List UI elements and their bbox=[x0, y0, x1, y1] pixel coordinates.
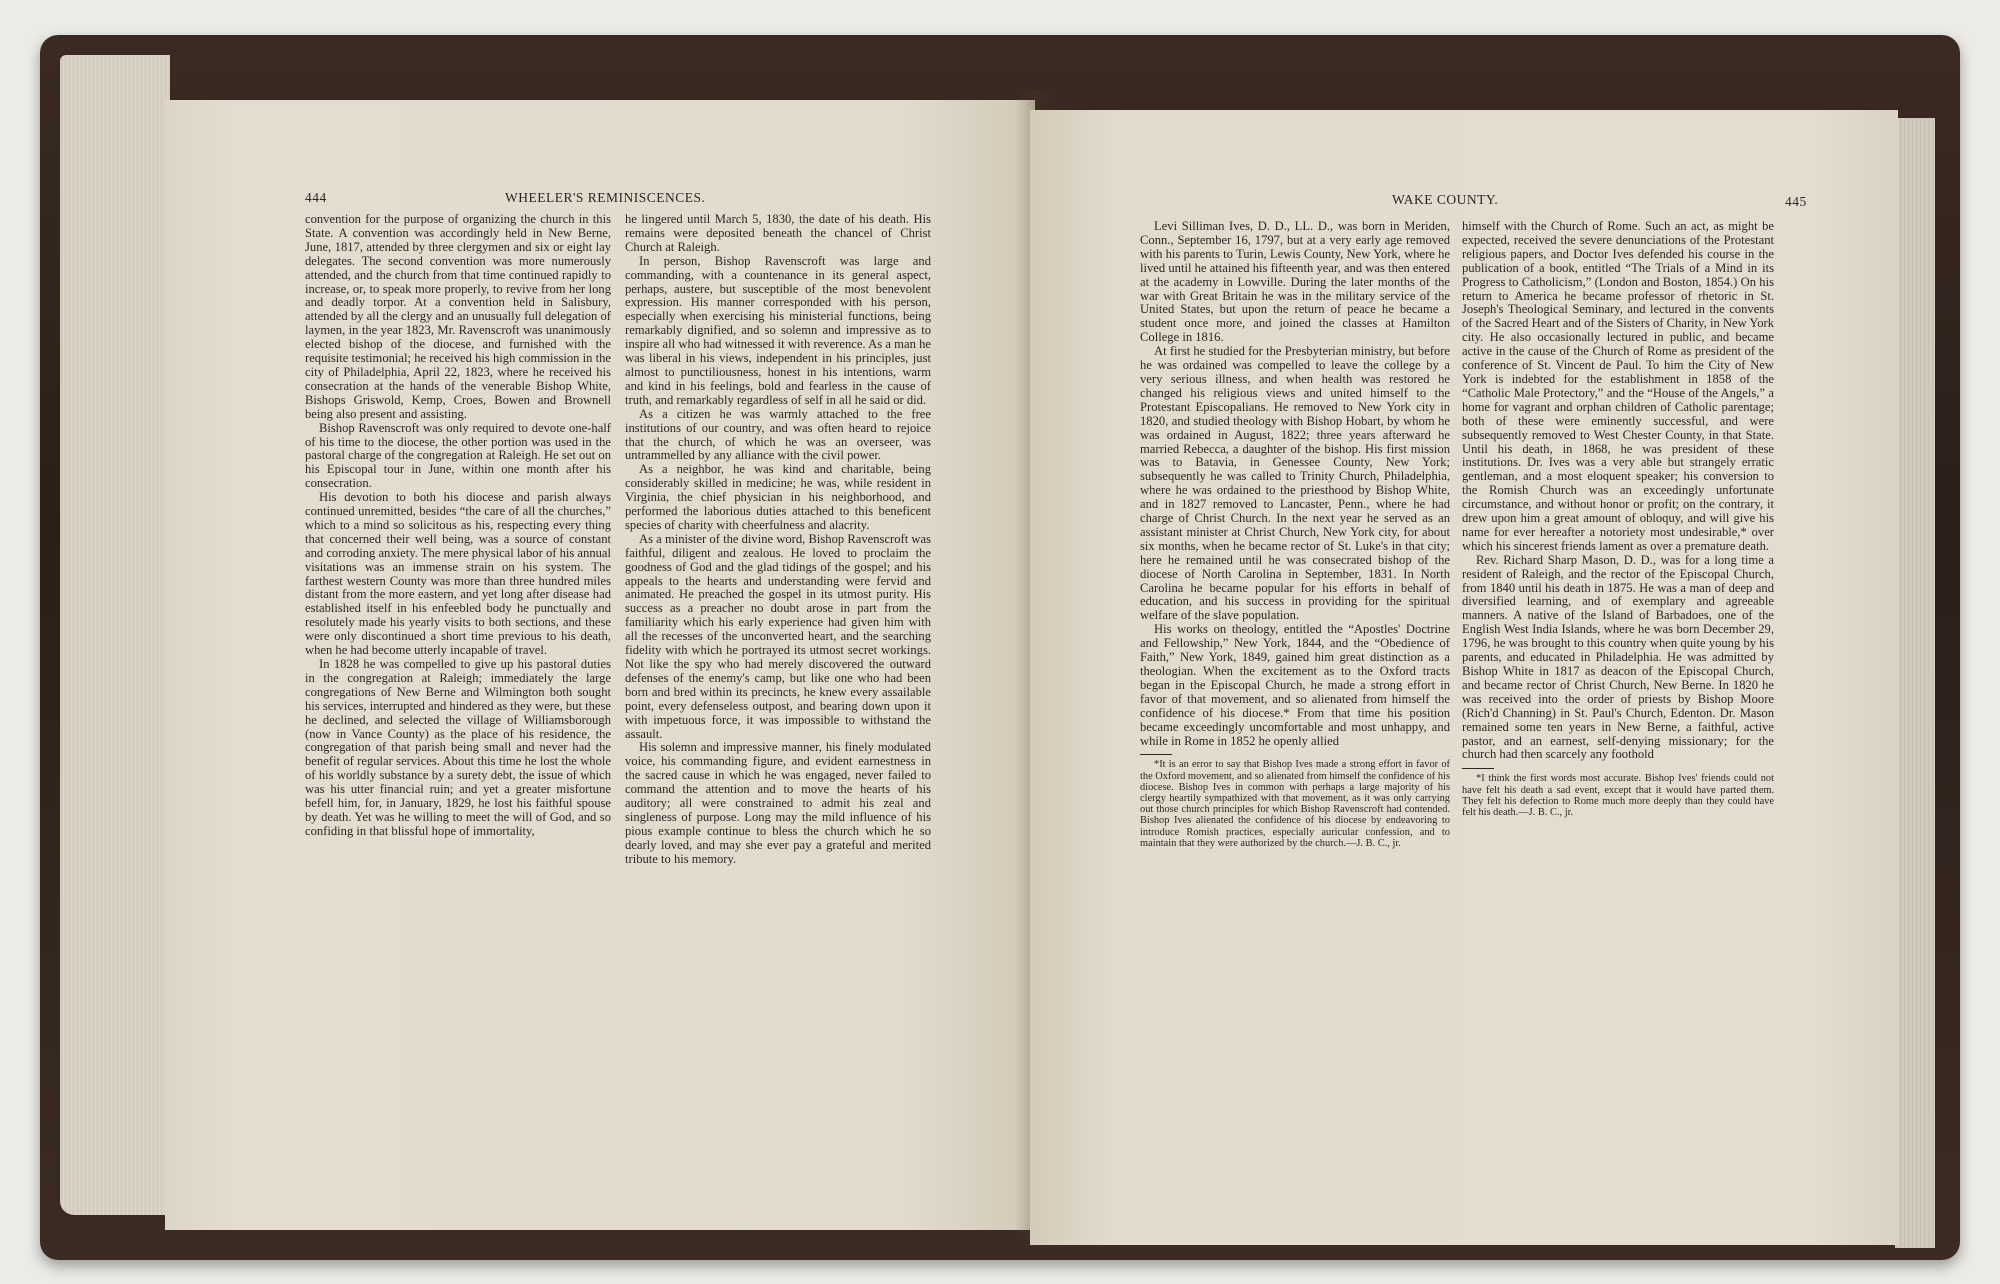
paragraph: At first he studied for the Presbyterian ministry, but before he was ordained was compelled to leave the college by a very serious illness, and when health was restored he changed his religious views and united himself to the Protestant Episcopalians. He removed to New York city in 1820, and studied theology with Bishop Hobart, by whom he was ordained in August, 1822; three years afterward he married Rebecca, a daughter of the bishop. His first mission was to Batavia, in Genessee County, New York; subsequently he was called to Trinity Church, Philadelphia, where he was ordained to the priesthood by Bishop White, and in 1827 removed to Lancaster, Penn., where he had charge of Christ Church. In the next year he served as an assistant minister at Christ Church, New York city, for about six months, when he became rector of St. Luke's in that city; here he remained until he was consecrated bishop of the diocese of North Carolina in September, 1831. In North Carolina he became popular for his efforts in behalf of education, and his success in providing for the spiritual welfare of the slave population. bbox=[1140, 344, 1450, 623]
running-head-right: WAKE COUNTY. bbox=[1392, 192, 1499, 207]
left-page bbox=[165, 100, 1035, 1230]
paragraph: As a citizen he was warmly attached to the free institutions of our country, and was often heard to rejoice that the church, of which he was an overseer, was untrammelled by any alliance with the civil power. bbox=[625, 406, 931, 463]
paragraph: he lingered until March 5, 1830, the date of his death. His remains were deposited beneath the chancel of Christ Church at Raleigh. bbox=[625, 212, 931, 254]
page-edges-left bbox=[60, 55, 170, 1215]
paragraph: His works on theology, entitled the “Apostles' Doctrine and Fellowship,” New York, 1844, and the “Obedience of Faith,” New York, 1849, gained him great distinction as a theologian. When the excitement as to the Oxford tracts began in the Episcopal Church, he made a strong effort in favor of that movement, and so alienated from himself the confidence of his diocese.* From that time his position became exceedingly uncomfortable and most unhappy, and while in Rome in 1852 he openly allied bbox=[1140, 622, 1450, 748]
left-column-1 bbox=[305, 213, 611, 839]
paragraph: In 1828 he was compelled to give up his pastoral duties in the congregation at Raleigh; immediately the large congregations of New Berne and Wilmington both sought his services, interrupted and hindered as they were, but these he declined, and selected the village of Williamsborough (now in Vance County) as the place of his residence, the congregation of that parish being small and never had the benefit of regular services. About this time he lost the whole of his worldly substance by a surety debt, the issue of which was his utter financial ruin; and yet a greater misfortune befell him, for, in January, 1829, he lost his faithful spouse by death. Yet was he willing to meet the will of God, and so confiding in that blissful hope of immortality, bbox=[305, 657, 611, 838]
paragraph: His solemn and impressive manner, his finely modulated voice, his commanding figure, and evident earnestness in the sacred cause in which he was engaged, never failed to command the attention and to move the hearts of his auditory; all were constrained to admit his zeal and singleness of purpose. Long may the mild influence of his pious example continue to bless the church which he so dearly loved, and may she ever pay a grateful and merited tribute to his memory. bbox=[625, 740, 931, 866]
paragraph: Rev. Richard Sharp Mason, D. D., was for a long time a resident of Raleigh, and the rector of the Episcopal Church, from 1840 until his death in 1875. He was a man of deep and diversified learning, and of exemplary and agreeable manners. A native of the Island of Barbadoes, one of the English West India Islands, where he was born December 29, 1796, he was brought to this country when quite young by his parents, and educated in Philadelphia. He was admitted by Bishop White in 1817 as deacon of the Episcopal Church, and became rector of Christ Church, New Berne. In 1820 he was received into the order of priests by Bishop Moore (Rich'd Channing) in St. Paul's Church, Edenton. Dr. Mason remained some ten years in New Berne, a faithful, active pastor, and an earnest, self-denying missionary; for the church had then scarcely any foothold bbox=[1462, 552, 1774, 762]
paragraph: himself with the Church of Rome. Such an act, as might be expected, received the severe denunciations of the Protestant religious papers, and Doctor Ives defended his course in the publication of a book, entitled “The Trials of a Mind in its Progress to Catholicism,” (London and Boston, 1854.) On his return to America he became professor of rhetoric in St. Joseph's Theological Seminary, and lectured in the convents of the Sacred Heart and of the Sisters of Charity, in New York city. He also occasionally lectured in public, and became active in the cause of the Church of Rome as president of the conference of St. Vincent de Paul. To him the City of New York is indebted for the establishment in 1858 of the “Catholic Male Protectory,” and the “House of the Angels,” a home for vagrant and orphan children of Catholic parentage; both of these were eminently successful, and were subsequently removed to West Chester County, in that State. Until his death, in 1868, he was president of these institutions. Dr. Ives was a very able but strangely erratic gentleman, and a most eloquent speaker; his conversion to the Romish Church was an exceedingly unfortunate circumstance, and without honor or profit; on the contrary, it drew upon him a great amount of obloquy, and will give his name for ever hereafter a notoriety most undesirable,* over which his sincerest friends lament as over a premature death. bbox=[1462, 219, 1774, 553]
right-column-2 bbox=[1462, 220, 1774, 818]
paragraph: In person, Bishop Ravenscroft was large and commanding, with a countenance in its general aspect, perhaps, austere, but susceptible of the most benevolent expression. His manner corresponded with his person, especially when exercising his ministerial functions, being remarkably dignified, and so solemn and impressive as to inspire all who had witnessed it with reverence. As a man he was liberal in his views, independent in his principles, just almost to punctiliousness, honest in his intentions, warm and kind in his feelings, bold and fearless in the cause of truth, and remarkably regardless of self in all he said or did. bbox=[625, 253, 931, 407]
footnote-rule bbox=[1462, 768, 1494, 769]
footnote: *I think the first words most accurate. Bishop Ives' friends could not have felt his death a sad event, except that it would have parted them. They felt his defection to Rome much more deeply than they could have felt his death.—J. B. C., jr. bbox=[1462, 773, 1774, 818]
left-column-2 bbox=[625, 213, 931, 867]
page-number-left: 444 bbox=[305, 190, 327, 205]
paragraph: As a neighbor, he was kind and charitable, being considerably skilled in medicine; he was, while resident in Virginia, the chief physician in his neighborhood, and performed the laborious duties attached to this beneficent species of charity with cheerfulness and alacrity. bbox=[625, 462, 931, 532]
paragraph: As a minister of the divine word, Bishop Ravenscroft was faithful, diligent and zealous. He loved to proclaim the goodness of God and the glad tidings of the gospel; and his appeals to the hearts and understanding were fervid and animated. He preached the gospel in its utmost purity. His success as a preacher no doubt arose in part from the familiarity which his early experience had given him with all the recesses of the unconverted heart, and the searching fidelity with which he portrayed its utmost secret workings. Not like the spy who had merely discovered the outward defenses of the enemy's camp, but like one who had been born and bred within its precincts, he knew every assailable point, every defenseless outpost, and bearing down upon it with impetuous force, it was impossible to withstand the assault. bbox=[625, 531, 931, 741]
paragraph: Levi Silliman Ives, D. D., LL. D., was born in Meriden, Conn., September 16, 1797, but at a very early age removed with his parents to Turin, Lewis County, New York, where he lived until he attained his fifteenth year, and was then entered at the academy in Lowville. During the later months of the war with Great Britain he was in the military service of the United States, but upon the return of peace he became a student once more, and joined the classes at Hamilton College in 1816. bbox=[1140, 219, 1450, 345]
paragraph: convention for the purpose of organizing the church in this State. A convention was accordingly held in New Berne, June, 1817, attended by three clergymen and six or eight lay delegates. The second convention was more numerously attended, and the church from that time continued rapidly to increase, or, to speak more properly, to revive from her long and deadly torpor. At a convention held in Salisbury, attended by all the clergy and an unusually full delegation of laymen, in the year 1823, Mr. Ravenscroft was unanimously elected bishop of the diocese, and furnished with the requisite testimonial; he received his high commission in the city of Philadelphia, April 22, 1823, where he received his consecration at the hands of the venerable Bishop White, Bishops Griswold, Kemp, Croes, Bowen and Brownell being also present and assisting. bbox=[305, 212, 611, 421]
page-edges-right bbox=[1895, 118, 1935, 1248]
page-number-right: 445 bbox=[1785, 194, 1807, 209]
paragraph: His devotion to both his diocese and parish always continued unremitted, besides “the care of all the churches,” which to a mind so solicitous as his, respecting every thing that concerned their well being, was a source of constant and corroding anxiety. The mere physical labor of his annual visitations was an immense strain on his system. The farthest western County was more than three hundred miles distant from the more eastern, and yet long after disease had established itself in his enfeebled body he punctually and resolutely made his yearly visits to both sections, and these were only discontinued a short time previous to his death, when he had become utterly incapable of travel. bbox=[305, 490, 612, 658]
footnote: *It is an error to say that Bishop Ives made a strong effort in favor of the Oxford movement, and so alienated from himself the confidence of his diocese. Bishop Ives in common with perhaps a large majority of his clergy heartily sympathized with that movement, as it was only carrying out those church principles for which Bishop Ravenscroft had contended. Bishop Ives alienated the confidence of his diocese by endeavoring to introduce Romish practices, especially auricular confession, and to maintain that they were authorized by the church.—J. B. C., jr. bbox=[1140, 759, 1450, 849]
running-head-left: WHEELER'S REMINISCENCES. bbox=[505, 190, 706, 205]
footnote-rule bbox=[1140, 754, 1172, 755]
right-column-1 bbox=[1140, 220, 1450, 849]
paragraph: Bishop Ravenscroft was only required to devote one-half of his time to the diocese, the other portion was used in the pastoral charge of the congregation at Raleigh. He set out on his Episcopal tour in June, within one month after his consecration. bbox=[305, 420, 611, 491]
right-page bbox=[1030, 110, 1898, 1245]
